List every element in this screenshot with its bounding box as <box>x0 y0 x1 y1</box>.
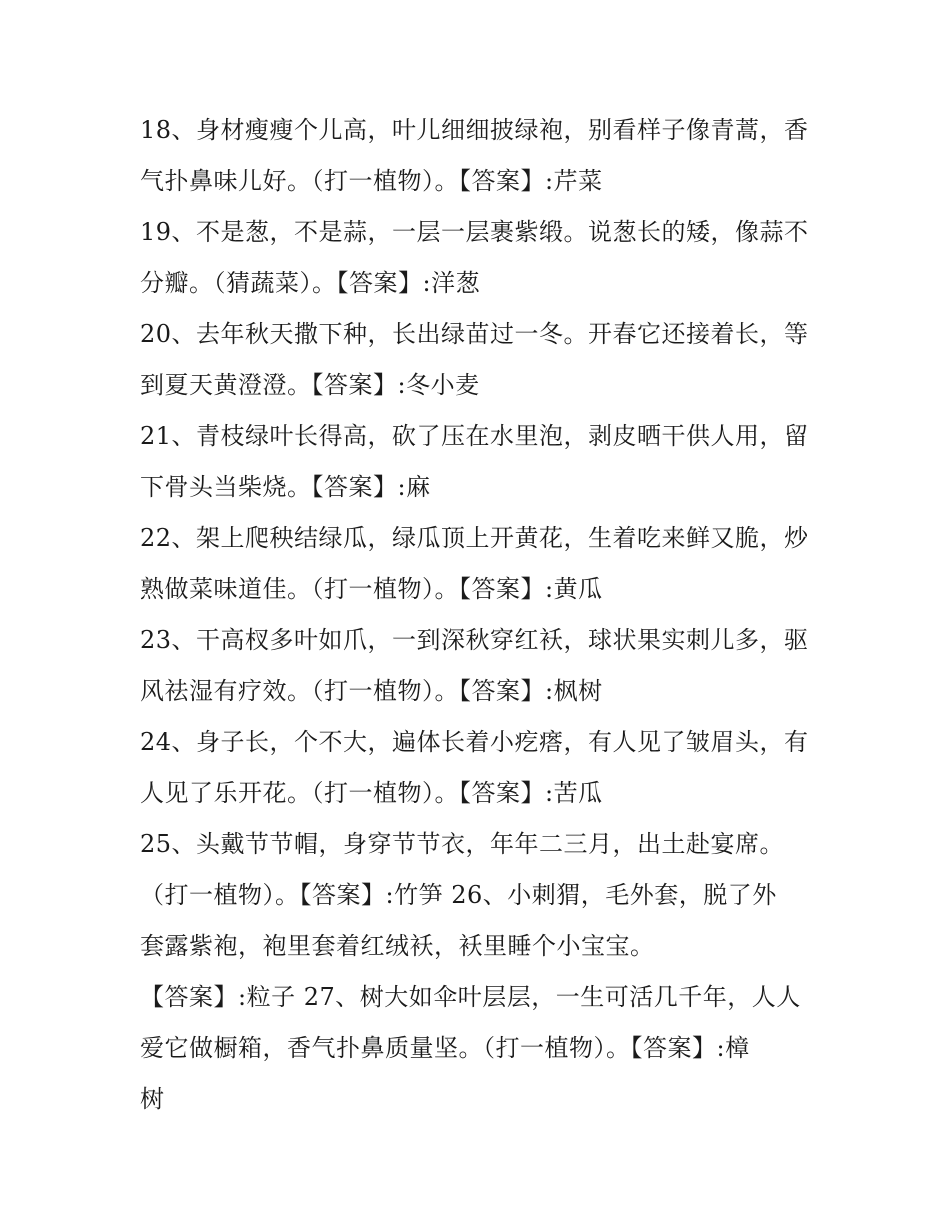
text-line: 熟做菜味道佳。（打一植物）。【答案】:黄瓜 <box>140 575 603 603</box>
document-page <box>140 105 820 1125</box>
text-line: 18、身材瘦瘦个儿高，叶儿细细披绿袍，别看样子像青蒿，香 <box>140 116 809 144</box>
text-line: 人见了乐开花。（打一植物）。【答案】:苦瓜 <box>140 779 603 807</box>
text-line: 套露紫袍，袍里套着红绒袄，袄里睡个小宝宝。 <box>140 932 655 960</box>
text-line: 气扑鼻味儿好。（打一植物）。【答案】:芹菜 <box>140 167 603 195</box>
text-line: 23、干高杈多叶如爪，一到深秋穿红袄，球状果实刺儿多，驱 <box>140 626 809 654</box>
text-line: 20、去年秋天撒下种，长出绿苗过一冬。开春它还接着长，等 <box>140 320 809 348</box>
text-line: 到夏天黄澄澄。【答案】:冬小麦 <box>140 371 480 399</box>
text-line: 分瓣。（猜蔬菜）。【答案】:洋葱 <box>140 269 481 297</box>
text-line: 19、不是葱，不是蒜，一层一层裹紫缎。说葱长的矮，像蒜不 <box>140 218 809 246</box>
text-line: （打一植物）。【答案】:竹笋 26、小刺猬，毛外套，脱了外 <box>140 881 777 909</box>
text-line: 22、架上爬秧结绿瓜，绿瓜顶上开黄花，生着吃来鲜又脆，炒 <box>140 524 809 552</box>
text-line: 树 <box>140 1085 165 1113</box>
text-line: 【答案】:粒子 27、树大如伞叶层层，一生可活几千年，人人 <box>140 983 801 1011</box>
text-line: 爱它做橱箱，香气扑鼻质量坚。（打一植物）。【答案】:樟 <box>140 1034 750 1062</box>
text-line: 21、青枝绿叶长得高，砍了压在水里泡，剥皮晒干供人用，留 <box>140 422 809 450</box>
text-line: 风祛湿有疗效。（打一植物）。【答案】:枫树 <box>140 677 603 705</box>
text-line: 下骨头当柴烧。【答案】:麻 <box>140 473 431 501</box>
text-line: 25、头戴节节帽，身穿节节衣，年年二三月，出土赴宴席。 <box>140 830 785 858</box>
text-line: 24、身子长，个不大，遍体长着小疙瘩，有人见了皱眉头，有 <box>140 728 809 756</box>
